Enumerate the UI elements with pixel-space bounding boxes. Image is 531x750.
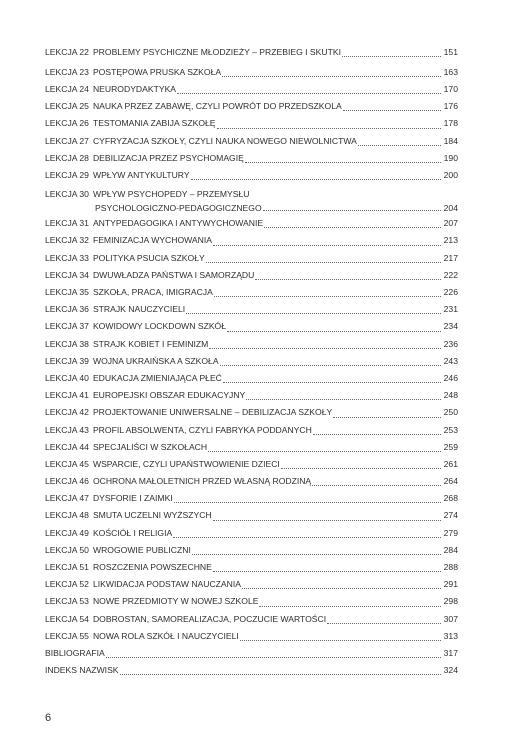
toc-entry[interactable] [45,44,458,61]
dot-leader [220,365,441,366]
toc-entry[interactable] [45,473,458,490]
lesson-title: DWUWŁADZA PAŃSTWA I SAMORZĄDU [92,269,255,280]
lesson-number: LEKCJA 44 [45,441,89,452]
lesson-number: LEKCJA 24 [45,83,89,94]
lesson-number: LEKCJA 51 [45,562,89,573]
lesson-number: LEKCJA 46 [45,476,89,487]
page-reference: 268 [443,493,458,504]
toc-entry[interactable] [45,81,458,98]
dot-leader [245,162,441,163]
lesson-title: CYFRYZACJA SZKOŁY, CZYLI NAUKA NOWEGO NIEWOLNICTWA [92,135,357,146]
dot-leader [259,606,441,607]
dot-leader [242,588,441,589]
dot-leader [106,657,441,658]
toc-entry[interactable] [45,404,458,421]
dot-leader [223,382,441,383]
lesson-number: LEKCJA 22 [45,46,89,57]
toc-entry[interactable] [45,187,458,201]
lesson-number: LEKCJA 30 [45,189,89,200]
lesson-title: WPŁYW ANTYKULTURY [92,169,190,180]
dot-leader [342,56,441,57]
toc-entry[interactable] [45,98,458,115]
page-reference: 284 [443,544,458,555]
lesson-number: LEKCJA 41 [45,390,89,401]
dot-leader [246,399,441,400]
lesson-number: LEKCJA 43 [45,424,89,435]
lesson-number: LEKCJA 38 [45,338,89,349]
lesson-number: LEKCJA 26 [45,118,89,129]
lesson-number: LEKCJA 35 [45,287,89,298]
lesson-title: NAUKA PRZEZ ZABAWĘ, CZYLI POWRÓT DO PRZEDSZKOLA [92,101,342,112]
lesson-number: LEKCJA 33 [45,252,89,263]
dot-leader [327,623,441,624]
page-reference: 248 [443,390,458,401]
dot-leader [213,245,441,246]
toc-entry[interactable] [45,336,458,353]
toc-entry[interactable] [45,318,458,335]
lesson-number: LEKCJA 37 [45,321,89,332]
toc-entry[interactable] [45,284,458,301]
dot-leader [191,179,441,180]
page-reference: 226 [443,287,458,298]
dot-leader [213,571,441,572]
lesson-title: STRAJK KOBIET I FEMINIZM [92,338,209,349]
toc-entry[interactable] [45,422,458,439]
lesson-title: PROBLEMY PSYCHICZNE MŁODZIEŻY – PRZEBIEG I SKUTKI [92,46,341,57]
toc-entry[interactable] [45,490,458,507]
page-reference: 178 [443,118,458,129]
toc-entry[interactable] [45,559,458,576]
toc-entry[interactable] [45,611,458,628]
lesson-title: WROGOWIE PUBLICZNI [92,544,191,555]
page-reference: 204 [443,203,458,214]
toc-entry[interactable] [45,628,458,645]
lesson-title: BIBLIOGRAFIA [45,647,105,658]
toc-entry[interactable] [45,353,458,370]
lesson-title: DEBILIZACJA PRZEZ PSYCHOMAGIĘ [92,152,244,163]
toc-entry[interactable] [45,387,458,404]
page-number: 6 [45,712,52,724]
page-reference: 313 [443,630,458,641]
lesson-number: LEKCJA 25 [45,101,89,112]
toc-entry[interactable] [45,576,458,593]
lesson-title: EUROPEJSKI OBSZAR EDUKACYJNY [92,390,246,401]
lesson-title: INDEKS NAZWISK [45,665,119,676]
lesson-title: ANTYPEDAGOGIKA I ANTYWYCHOWANIE [92,218,264,229]
page-reference: 217 [443,252,458,263]
lesson-title: DYSFORIE I ZAIMKI [92,493,173,504]
dot-leader [192,554,441,555]
lesson-number: LEKCJA 23 [45,66,89,77]
lesson-title: TESTOMANIA ZABIJA SZKOŁĘ [92,118,216,129]
lesson-title: WOJNA UKRAIŃSKA A SZKOŁA [92,355,219,366]
toc-entry[interactable] [45,439,458,456]
lesson-number: LEKCJA 50 [45,544,89,555]
dot-leader [313,434,441,435]
dot-leader [217,128,441,129]
toc-entry[interactable] [45,133,458,150]
page-reference: 298 [443,596,458,607]
lesson-title: EDUKACJA ZMIENIAJĄCA PŁEĆ [92,372,222,383]
lesson-title: WSPARCIE, CZYLI UPAŃSTWOWIENIE DZIECI [92,458,280,469]
dot-leader [186,313,441,314]
dot-leader [240,640,441,641]
toc-entry[interactable] [45,370,458,387]
toc-entry-continuation[interactable] [45,201,458,215]
page-reference: 261 [443,458,458,469]
lesson-title: PROFIL ABSOLWENTA, CZYLI FABRYKA PODDANYCH [92,424,312,435]
toc-entry[interactable] [45,64,458,81]
lesson-number: LEKCJA 36 [45,304,89,315]
dot-leader [209,348,441,349]
lesson-title: PROJEKTOWANIE UNIWERSALNE – DEBILIZACJA SZKOŁY [92,407,333,418]
toc-entry[interactable] [45,167,458,184]
toc-entry[interactable] [45,542,458,559]
page-reference: 231 [443,304,458,315]
lesson-number: LEKCJA 31 [45,218,89,229]
dot-leader [333,417,441,418]
lesson-title: KOWIDOWY LOCKDOWN SZKÓŁ [92,321,227,332]
lesson-number: LEKCJA 47 [45,493,89,504]
dot-leader [358,145,441,146]
lesson-title: SMUTA UCZELNI WYŻSZYCH [92,510,212,521]
page-reference: 307 [443,613,458,624]
toc-entry[interactable] [45,593,458,610]
dot-leader [177,93,441,94]
dot-leader [264,227,441,228]
lesson-number: LEKCJA 42 [45,407,89,418]
page-reference: 291 [443,579,458,590]
dot-leader [206,262,441,263]
toc-entry[interactable] [45,232,458,249]
lesson-title: LIKWIDACJA PODSTAW NAUCZANIA [92,579,241,590]
lesson-title-continuation: PSYCHOLOGICZNO-PEDAGOGICZNEGO [95,203,262,214]
dot-leader [343,110,441,111]
lesson-number: LEKCJA 48 [45,510,89,521]
lesson-number: LEKCJA 53 [45,596,89,607]
lesson-number: LEKCJA 39 [45,355,89,366]
page-reference: 274 [443,510,458,521]
dot-leader [312,485,441,486]
page-reference: 222 [443,269,458,280]
lesson-number: LEKCJA 40 [45,372,89,383]
lesson-title: KOŚCIÓŁ I RELIGIA [92,527,173,538]
toc-entry[interactable] [45,215,458,232]
page-reference: 200 [443,169,458,180]
toc-entry[interactable] [45,301,458,318]
page-reference: 246 [443,372,458,383]
lesson-number: LEKCJA 27 [45,135,89,146]
lesson-title: NEURODYDAKTYKA [92,83,177,94]
page-reference: 243 [443,355,458,366]
page-reference: 250 [443,407,458,418]
dot-leader [255,279,441,280]
dot-leader [213,520,441,521]
lesson-title: SZKOŁA, PRACA, IMIGRACJA [92,287,213,298]
dot-leader [208,451,441,452]
page-reference: 176 [443,101,458,112]
lesson-title: POSTĘPOWA PRUSKA SZKOŁA [92,66,222,77]
lesson-title: WPŁYW PSYCHOPEDY – PRZEMYSŁU [92,189,250,200]
page-reference: 288 [443,562,458,573]
page-reference: 234 [443,321,458,332]
page-reference: 151 [443,46,458,57]
lesson-number: LEKCJA 29 [45,169,89,180]
page-reference: 170 [443,83,458,94]
lesson-title: ROSZCZENIA POWSZECHNE [92,562,212,573]
lesson-title: NOWE PRZEDMIOTY W NOWEJ SZKOLE [92,596,259,607]
page-reference: 279 [443,527,458,538]
page-reference: 259 [443,441,458,452]
page-reference: 184 [443,135,458,146]
lesson-number: LEKCJA 49 [45,527,89,538]
lesson-number: LEKCJA 32 [45,235,89,246]
dot-leader [120,674,441,675]
toc-entry[interactable] [45,645,458,662]
page-reference: 213 [443,235,458,246]
toc-entry[interactable] [45,267,458,284]
toc-entry[interactable] [45,456,458,473]
lesson-title: STRAJK NAUCZYCIELI [92,304,186,315]
lesson-title: SPECJALIŚCI W SZKOŁACH [92,441,208,452]
dot-leader [173,537,441,538]
page-reference: 264 [443,476,458,487]
page-reference: 253 [443,424,458,435]
lesson-number: LEKCJA 28 [45,152,89,163]
lesson-title: DOBROSTAN, SAMOREALIZACJA, POCZUCIE WARTOŚCI [92,613,327,624]
dot-leader [174,502,441,503]
toc-entry[interactable] [45,525,458,542]
table-of-contents [45,44,458,679]
lesson-title: POLITYKA PSUCIA SZKOŁY [92,252,205,263]
toc-entry[interactable] [45,250,458,267]
lesson-title: OCHRONA MAŁOLETNICH PRZED WŁASNĄ RODZINĄ [92,476,312,487]
lesson-number: LEKCJA 54 [45,613,89,624]
toc-entry[interactable] [45,507,458,524]
dot-leader [227,331,441,332]
lesson-number: LEKCJA 34 [45,269,89,280]
toc-entry[interactable] [45,150,458,167]
lesson-number: LEKCJA 55 [45,630,89,641]
dot-leader [281,468,441,469]
lesson-number: LEKCJA 45 [45,458,89,469]
lesson-number: LEKCJA 52 [45,579,89,590]
page-reference: 190 [443,152,458,163]
toc-entry[interactable] [45,115,458,132]
dot-leader [214,296,441,297]
page-reference: 236 [443,338,458,349]
page-reference: 324 [443,665,458,676]
lesson-title: NOWA ROLA SZKÓŁ I NAUCZYCIELI [92,630,239,641]
page-reference: 163 [443,66,458,77]
dot-leader [263,210,441,211]
toc-entry[interactable] [45,662,458,679]
page-reference: 317 [443,647,458,658]
dot-leader [222,76,441,77]
lesson-title: FEMINIZACJA WYCHOWANIA [92,235,212,246]
page-reference: 207 [443,218,458,229]
